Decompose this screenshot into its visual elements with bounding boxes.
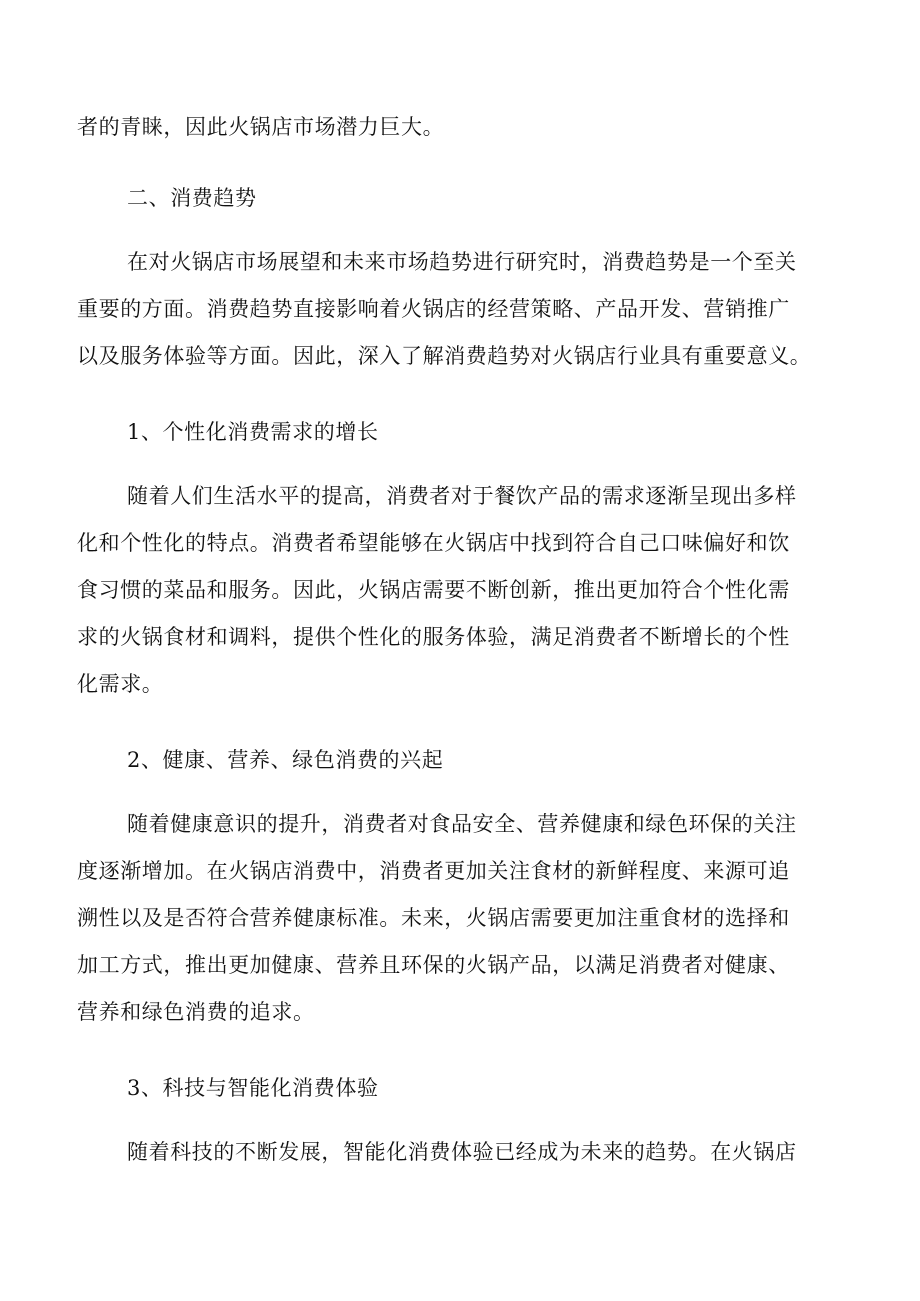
paragraph-line: 化和个性化的特点。消费者希望能够在火锅店中找到符合自己口味偏好和饮 bbox=[77, 531, 790, 555]
paragraph-line: 食习惯的菜品和服务。因此，火锅店需要不断创新，推出更加符合个性化需 bbox=[77, 578, 790, 602]
paragraph-line: 度逐渐增加。在火锅店消费中，消费者更加关注食材的新鲜程度、来源可追 bbox=[77, 859, 790, 883]
paragraph-line: 随着人们生活水平的提高，消费者对于餐饮产品的需求逐渐呈现出多样 bbox=[127, 484, 797, 508]
paragraph-line: 加工方式，推出更加健康、营养且环保的火锅产品，以满足消费者对健康、 bbox=[77, 953, 790, 977]
paragraph-line: 化需求。 bbox=[77, 672, 164, 696]
paragraph-line: 随着健康意识的提升，消费者对食品安全、营养健康和绿色环保的关注 bbox=[127, 812, 797, 836]
paragraph-line: 者的青睐，因此火锅店市场潜力巨大。 bbox=[77, 115, 445, 139]
paragraph-line: 营养和绿色消费的追求。 bbox=[77, 1000, 315, 1024]
paragraph-line: 溯性以及是否符合营养健康标准。未来，火锅店需要更加注重食材的选择和 bbox=[77, 906, 790, 930]
paragraph-line: 重要的方面。消费趋势直接影响着火锅店的经营策略、产品开发、营销推广 bbox=[77, 297, 790, 321]
subsection-heading: 3、科技与智能化消费体验 bbox=[127, 1076, 379, 1100]
paragraph-line: 在对火锅店市场展望和未来市场趋势进行研究时，消费趋势是一个至关 bbox=[127, 250, 797, 274]
subsection-heading: 2、健康、营养、绿色消费的兴起 bbox=[127, 748, 444, 772]
paragraph-line: 求的火锅食材和调料，提供个性化的服务体验，满足消费者不断增长的个性 bbox=[77, 625, 790, 649]
subsection-heading: 1、个性化消费需求的增长 bbox=[127, 420, 379, 444]
paragraph-line: 随着科技的不断发展，智能化消费体验已经成为未来的趋势。在火锅店 bbox=[127, 1140, 797, 1164]
section-heading: 二、消费趋势 bbox=[127, 186, 257, 210]
paragraph-line: 以及服务体验等方面。因此，深入了解消费趋势对火锅店行业具有重要意义。 bbox=[77, 344, 812, 368]
